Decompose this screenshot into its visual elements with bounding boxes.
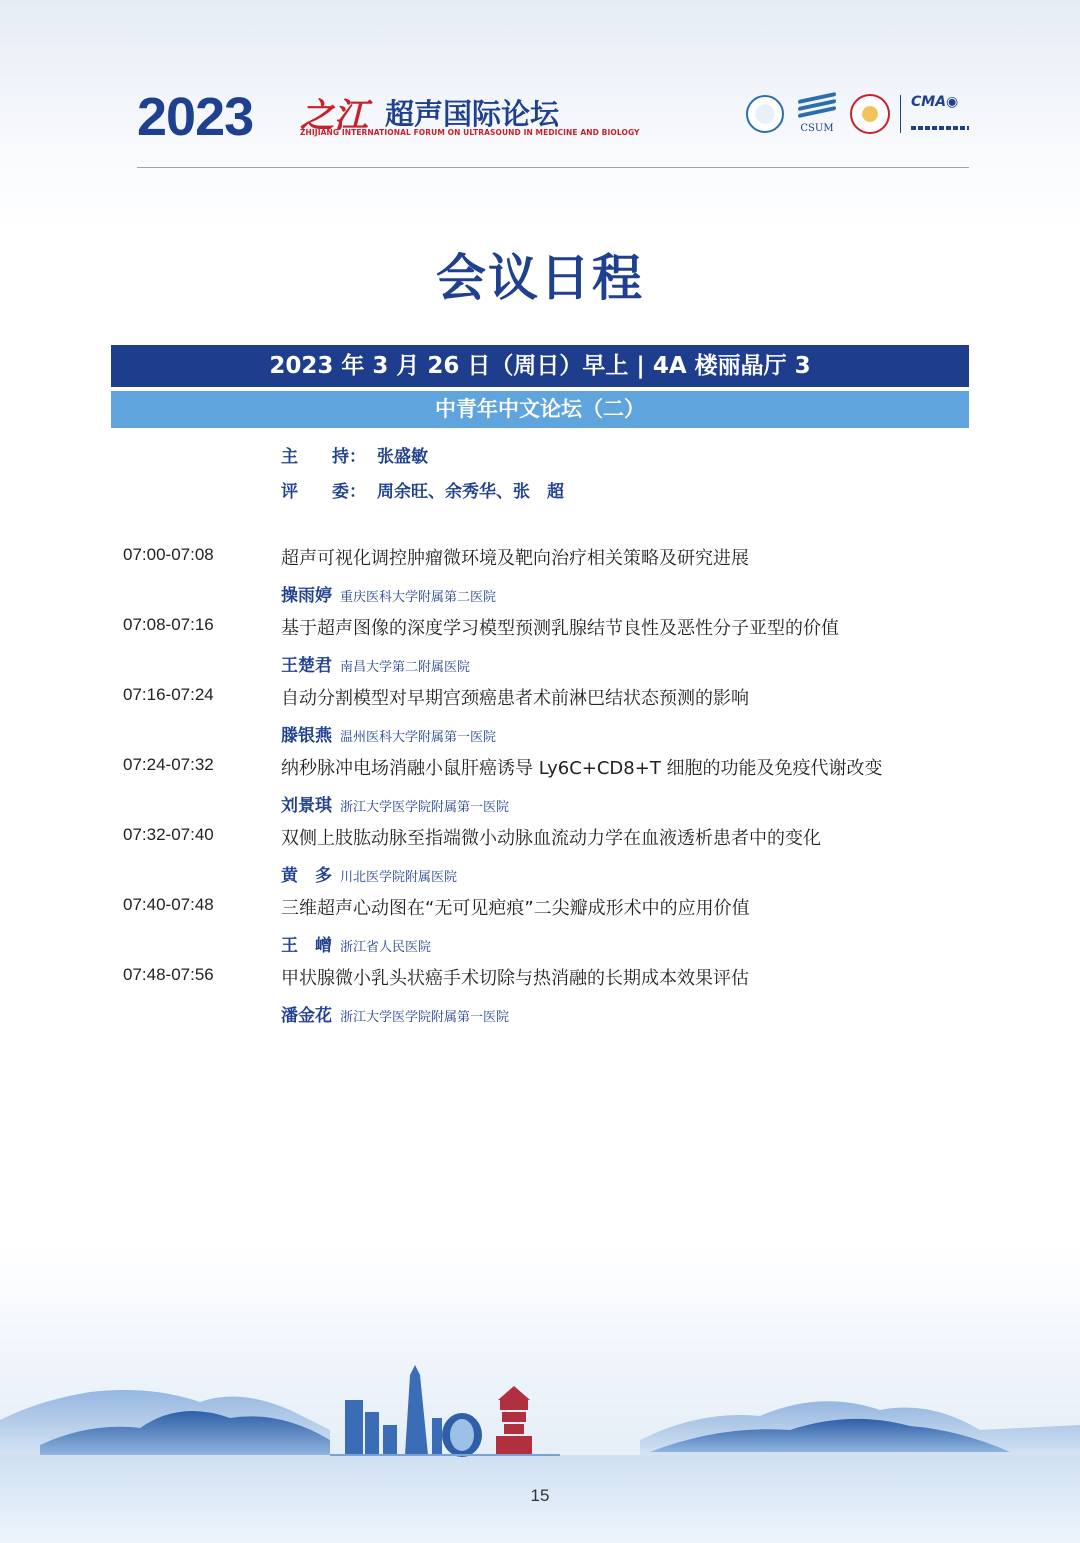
cma-logo-icon: CMA◉ — [911, 94, 969, 134]
speaker-hospital: 浙江大学医学院附属第一医院 — [340, 1010, 510, 1025]
schedule-item — [0, 890, 1080, 960]
talk-topic: 三维超声心动图在“无可见疤痕”二尖瓣成形术中的应用价值 — [281, 898, 750, 919]
schedule-item — [0, 820, 1080, 890]
schedule-item — [0, 960, 1080, 1030]
university-seal-logo-icon — [746, 95, 784, 133]
schedule-item — [0, 610, 1080, 680]
header-forum-title: 超声国际论坛 — [385, 97, 560, 131]
schedule-item — [0, 750, 1080, 820]
speaker-name: 黄 多 — [281, 866, 332, 886]
city-skyline-illustration — [0, 1330, 1080, 1543]
speaker-hospital: 重庆医科大学附属第二医院 — [340, 590, 497, 605]
talk-topic: 超声可视化调控肿瘤微环境及靶向治疗相关策略及研究进展 — [281, 548, 749, 569]
talk-speaker — [281, 931, 431, 956]
speaker-hospital: 川北医学院附属医院 — [340, 870, 458, 885]
talk-topic: 纳秒脉冲电场消融小鼠肝癌诱导 Ly6C+CD8+T 细胞的功能及免疫代谢改变 — [281, 758, 883, 779]
session-date-venue-bar: 2023 年 3 月 26 日（周日）早上 | 4A 楼丽晶厅 3 — [111, 345, 969, 387]
speaker-name: 潘金花 — [281, 1006, 332, 1026]
header-subtitle: ZHIJIANG INTERNATIONAL FORUM ON ULTRASOUND IN MEDICINE AND BIOLOGY — [300, 128, 640, 137]
schedule-item — [0, 540, 1080, 610]
speaker-hospital: 温州医科大学附属第一医院 — [340, 730, 497, 745]
talk-speaker — [281, 861, 457, 886]
talk-time: 07:16-07:24 — [123, 685, 214, 704]
header — [137, 80, 969, 170]
talk-speaker — [281, 791, 509, 816]
host-label: 主 持： — [281, 447, 366, 467]
header-brand: 之江 — [300, 96, 368, 136]
talk-speaker — [281, 651, 470, 676]
speaker-name: 操雨婷 — [281, 586, 332, 606]
speaker-name: 王 嶒 — [281, 936, 332, 956]
talk-time: 07:48-07:56 — [123, 965, 214, 984]
judges-row — [281, 477, 564, 502]
talk-topic: 自动分割模型对早期宫颈癌患者术前淋巴结状态预测的影响 — [281, 688, 749, 709]
csum-logo-icon — [794, 94, 840, 134]
header-divider — [137, 167, 969, 168]
speaker-name: 滕银燕 — [281, 726, 332, 746]
talk-topic: 双侧上肢肱动脉至指端微小动脉血流动力学在血液透析患者中的变化 — [281, 828, 821, 849]
talk-topic: 甲状腺微小乳头状癌手术切除与热消融的长期成本效果评估 — [281, 968, 749, 989]
talk-speaker — [281, 1001, 509, 1026]
talk-time: 07:40-07:48 — [123, 895, 214, 914]
speaker-name: 王楚君 — [281, 656, 332, 676]
session-name-bar: 中青年中文论坛（二） — [111, 391, 969, 428]
page-title: 会议日程 — [436, 249, 644, 307]
talk-speaker — [281, 721, 496, 746]
talk-topic: 基于超声图像的深度学习模型预测乳腺结节良性及恶性分子亚型的价值 — [281, 618, 839, 639]
host-name: 张盛敏 — [377, 447, 428, 467]
talk-time: 07:32-07:40 — [123, 825, 214, 844]
host-row — [281, 442, 428, 467]
speaker-name: 刘景琪 — [281, 796, 332, 816]
speaker-hospital: 南昌大学第二附属医院 — [340, 660, 471, 675]
sponsor-logos — [746, 94, 969, 134]
speaker-hospital: 浙江省人民医院 — [340, 940, 432, 955]
talk-speaker — [281, 581, 496, 606]
talk-time: 07:00-07:08 — [123, 545, 214, 564]
csum-logo-text: CSUM — [800, 123, 834, 134]
judges-names: 周余旺、余秀华、张 超 — [377, 482, 564, 502]
schedule-item — [0, 680, 1080, 750]
logo-divider — [900, 95, 901, 133]
header-year: 2023 — [137, 87, 254, 147]
talk-time: 07:24-07:32 — [123, 755, 214, 774]
judges-label: 评 委： — [281, 482, 366, 502]
talk-time: 07:08-07:16 — [123, 615, 214, 634]
page-number: 15 — [530, 1486, 550, 1505]
society-emblem-logo-icon — [850, 94, 890, 134]
speaker-hospital: 浙江大学医学院附属第一医院 — [340, 800, 510, 815]
